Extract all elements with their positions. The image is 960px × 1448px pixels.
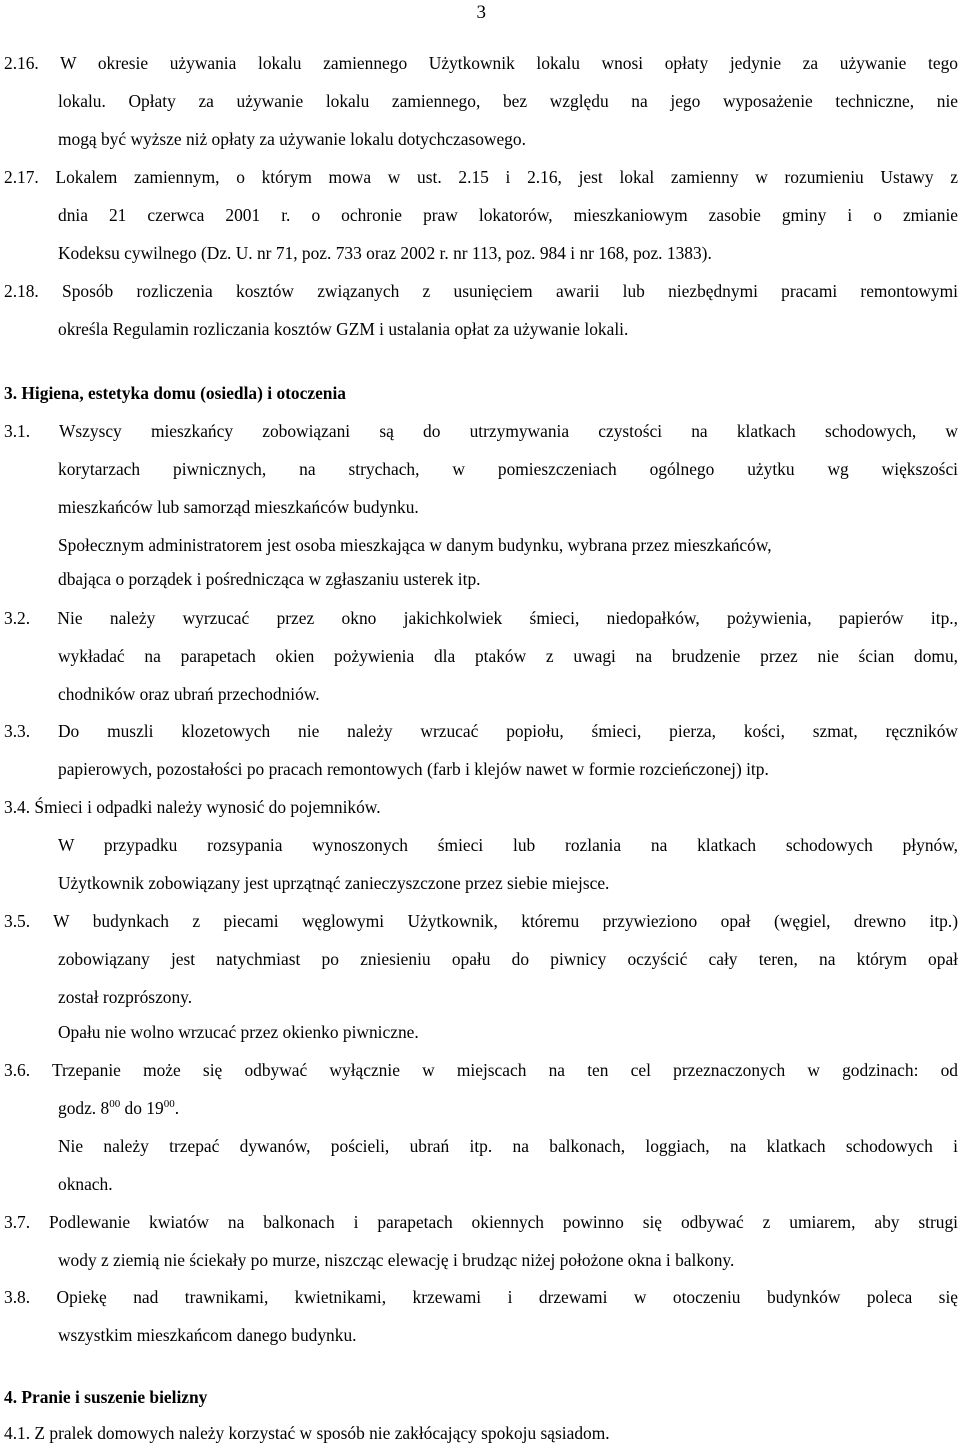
item-3-1-line-3: mieszkańców lub samorząd mieszkańców budynku. xyxy=(58,497,419,517)
item-3-1-line-1: 3.1. Wszyscy mieszkańcy zobowiązani są do utrzymywania czystości na klatkach schodowych, w xyxy=(4,421,958,441)
page-number: 3 xyxy=(476,2,486,23)
paragraph-2-18-line-1: 2.18. Sposób rozliczenia kosztów związanych z usunięciem awarii lub niezbędnymi pracami remontowymi xyxy=(4,281,958,301)
item-3-1-line-2: korytarzach piwnicznych, na strychach, w pomieszczeniach ogólnego użytku wg większości xyxy=(58,459,958,479)
item-3-6-extra-line-1: Nie należy trzepać dywanów, pościeli, ubrań itp. na balkonach, loggiach, na klatkach schodowych i xyxy=(58,1136,958,1156)
item-3-5-line-2: zobowiązany jest natychmiast po zniesieniu opału do piwnicy oczyścić cały teren, na którym opał xyxy=(58,949,958,969)
item-3-5-line-1: 3.5. W budynkach z piecami węglowymi Użytkownik, któremu przywieziono opał (węgiel, drewno itp.) xyxy=(4,911,958,931)
item-3-2-line-3: chodników oraz ubrań przechodniów. xyxy=(58,684,320,704)
item-3-4-line-3: Użytkownik zobowiązany jest uprzątnąć zanieczyszczone przez siebie miejsce. xyxy=(58,873,610,893)
paragraph-2-17-line-2: dnia 21 czerwca 2001 r. o ochronie praw lokatorów, mieszkaniowym zasobie gminy i o zmianie xyxy=(58,205,958,225)
item-3-6-extra-line-2: oknach. xyxy=(58,1174,113,1194)
item-3-5-line-4: Opału nie wolno wrzucać przez okienko piwniczne. xyxy=(58,1022,419,1042)
time-prefix: godz. 8 xyxy=(58,1098,110,1118)
item-3-4-line-1: 3.4. Śmieci i odpadki należy wynosić do pojemników. xyxy=(4,797,381,817)
time-suffix: . xyxy=(174,1098,180,1118)
item-3-3-line-2: papierowych, pozostałości po pracach remontowych (farb i klejów nawet w formie rozcieńczonej) itp. xyxy=(58,759,769,779)
paragraph-2-16-line-1: 2.16. W okresie używania lokalu zamiennego Użytkownik lokalu wnosi opłaty jedynie za używanie tego xyxy=(4,53,958,73)
time-mid: do 19 xyxy=(120,1098,164,1118)
item-3-8-line-1: 3.8. Opiekę nad trawnikami, kwietnikami, krzewami i drzewami w otoczeniu budynków poleca się xyxy=(4,1287,958,1307)
item-3-1-line-4: Społecznym administratorem jest osoba mieszkająca w danym budynku, wybrana przez mieszkańców, xyxy=(58,535,772,555)
section-3-heading: 3. Higiena, estetyka domu (osiedla) i otoczenia xyxy=(4,383,346,403)
paragraph-2-16-line-2: lokalu. Opłaty za używanie lokalu zamiennego, bez względu na jego wyposażenie techniczne, nie xyxy=(58,91,958,111)
paragraph-2-17-line-3: Kodeksu cywilnego (Dz. U. nr 71, poz. 733 oraz 2002 r. nr 113, poz. 984 i nr 168, poz. 1383). xyxy=(58,243,712,263)
item-3-7-line-1: 3.7. Podlewanie kwiatów na balkonach i parapetach okiennych powinno się odbywać z umiarem, aby strugi xyxy=(4,1212,958,1232)
time-from-sup: 00 xyxy=(109,1098,121,1110)
item-3-6-time-line xyxy=(58,1097,179,1119)
item-3-3-line-1: 3.3. Do muszli klozetowych nie należy wrzucać popiołu, śmieci, pierza, kości, szmat, ręczników xyxy=(4,721,958,741)
item-3-8-line-2: wszystkim mieszkańcom danego budynku. xyxy=(58,1325,357,1345)
paragraph-2-17-line-1: 2.17. Lokalem zamiennym, o którym mowa w ust. 2.15 i 2.16, jest lokal zamienny w rozumieniu Ustawy z xyxy=(4,167,958,187)
paragraph-2-18-line-2: określa Regulamin rozliczania kosztów GZM i ustalania opłat za używanie lokali. xyxy=(58,319,629,339)
paragraph-2-16-line-3: mogą być wyższe niż opłaty za używanie lokalu dotychczasowego. xyxy=(58,129,526,149)
item-3-4-line-2: W przypadku rozsypania wynoszonych śmieci lub rozlania na klatkach schodowych płynów, xyxy=(58,835,958,855)
item-4-1-line-1: 4.1. Z pralek domowych należy korzystać w sposób nie zakłócający spokoju sąsiadom. xyxy=(4,1423,610,1443)
item-3-5-line-3: został rozprószony. xyxy=(58,987,193,1007)
item-3-1-line-5: dbająca o porządek i pośrednicząca w zgłaszaniu usterek itp. xyxy=(58,569,481,589)
item-3-2-line-1: 3.2. Nie należy wyrzucać przez okno jakichkolwiek śmieci, niedopałków, pożywienia, papierów itp., xyxy=(4,608,958,628)
item-3-7-line-2: wody z ziemią nie ściekały po murze, niszcząc elewację i brudząc niżej położone okna i balkony. xyxy=(58,1250,735,1270)
item-3-6-line-1: 3.6. Trzepanie może się odbywać wyłącznie w miejscach na ten cel przeznaczonych w godzinach: od xyxy=(4,1060,958,1080)
item-3-2-line-2: wykładać na parapetach okien pożywienia dla ptaków z uwagi na brudzenie przez nie ścian domu, xyxy=(58,646,958,666)
time-to-sup: 00 xyxy=(163,1098,175,1110)
section-4-heading: 4. Pranie i suszenie bielizny xyxy=(4,1387,208,1407)
